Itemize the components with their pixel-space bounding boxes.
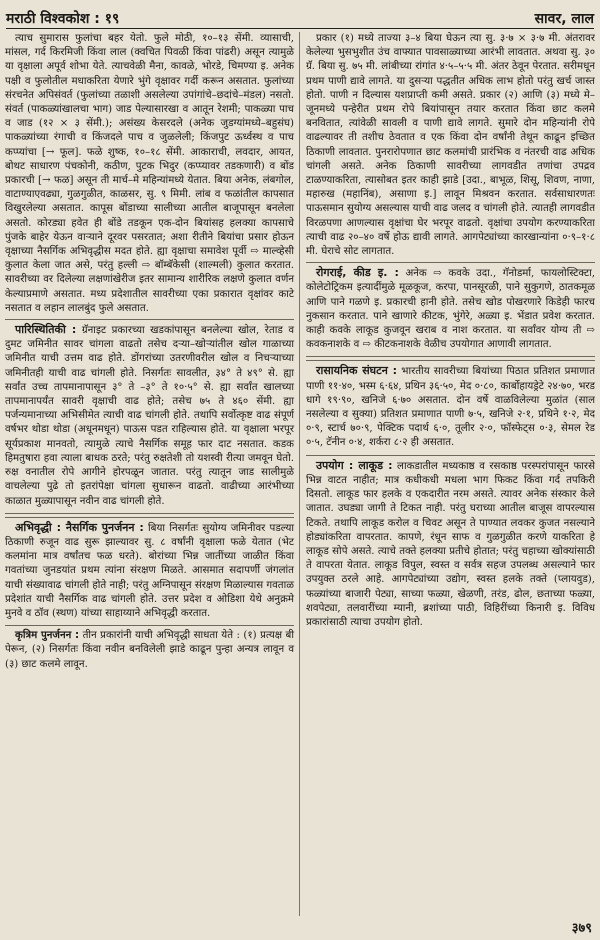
section-text-upyog: लाकडातील मध्यकाष्ठ व रसकाष्ठ परस्परांपासून फारसे भिन्न वाटत नाहीत; मात्र कधीकधी मधला भाग फिकट किंवा गर्द तपकिरी दिसतो. लाकूड फार हलके व एकदारीत नरम असते. त्यावर अनेक संस्कार केले जातात. उघड्या जागी ते टिकत नाही. परंतु घराच्या आतील बाजूस वापरल्यास टिकते. तथापि लाकूड करोल व चिवट असून ते पाण्यात लवकर कुजत नसल्याने होड्यांकरिता वापरतात. कापणे, रंधून साफ व गुळगुळीत करणे याकरिता हे लाकूड सोपे असते. त्याचे तक्ते हलक्या प्रतीचे होतात; परंतु चहाच्या खोक्यांसाठी ते वापरता येतात. लाकूड विपुल, स्वस्त व सर्वत्र सहज उपलब्ध असल्याने फार उपयुक्त ठरले आहे. आगपेट्यांच्या उद्योग, स्वस्त हलके तक्ते (प्लायवुड), फळ्यांच्या बाजारी पेट्या, साच्या फळ्या, खेळणी, तरंड, ढोल, छताच्या फळ्या, शवपेट्या, तलवारींच्या म्यानी, ब्रशांच्या पाठी, विहिरींच्या किनारी इ. विविध प्रकारांसाठी त्याचा उपयोग होतो. bbox=[306, 460, 595, 628]
section-rasayanik bbox=[306, 360, 595, 455]
section-title-paristhitiki: पारिस्थितिकी : bbox=[15, 323, 77, 337]
section-title-rasayanik: रासायनिक संघटन : bbox=[316, 364, 398, 378]
paragraph-methods: प्रकार (१) मध्ये ताज्या ३–४ बिया घेऊन त्या सु. ३·७ × ३·७ मी. अंतरावर केलेल्या भुसभुशीत उंच वाफ्यात पावसाळ्याच्या आरंभी लावतात. अथवा सु. ३० ग्रॅ. बिया सु. ७५ मी. लांबीच्या रांगांत ४·५–५·५ मी. अंतर ठेवून पेरतात. सरीमधून प्रथम पाणी द्यावे लागते. या दुसऱ्या पद्धतीत अधिक लाभ होतो परंतु खर्च जास्त होतो. पाणी न दिल्यास यशप्राप्ती कमी असते. प्रकार (२) आणि (३) मध्ये मे–जूनमध्ये पन्हेरीत प्रथम रोपे बियांपासून तयार करतात किंवा छाट कलमे बनवितात, त्यांवेळी सावली व पाणी द्यावे लागते. सुमारे दोन महिन्यांनी रोपे वाढल्यावर ती तशीच ठेवतात व एक किंवा दोन वर्षांनी तेथून काढून इच्छित ठिकाणी लावतात. पुनरारोपणात छाट कलमांची प्रारंभिक व नंतरची वाढ अधिक चांगली असते. अनेक ठिकाणी सावरीच्या लागवडीत तणांचा उपद्रव टाळण्याकरिता, त्यासोबत इतर काही झाडे [उदा., बाभूळ, शिसू, शिवण, नाणा, महारुख (महानिंब), असाणा इ.] लावून मिश्रवन करतात. सर्वसाधारणतः पाऊसमान सुयोग्य असल्यास याची वाढ जलद व चांगली होते. त्यातही लागवडीत विरळपणा आणल्यास वृक्षांचा घेर भरपूर वाढतो. वृक्षांचा उपयोग करण्याकरिता त्याची वाढ २०–४० वर्षे होऊ द्यावी लागते. आगपेट्यांच्या कारखान्यांना ०·९–१·८ मी. घेराचे सोट लागतात. bbox=[306, 33, 595, 258]
page-number: ३७९ bbox=[571, 921, 592, 936]
section-text-rasayanik: भारतीय सावरीच्या बियांच्या पिठात प्रतिशत प्रमाणात पाणी ११·४०, भस्म ६·६४, प्रथिन ३६·५०, मेद ०·८०, कार्बोहायड्रेटे २४·७०, भरड धागे १९·९०, खनिजे ६·७० असतात. दोन वर्षे वाळविलेल्या मुळांत (साल नसलेल्या व सुक्या) प्रतिशत प्रमाणात पाणी ७·५, खनिजे २·१, प्रथिने १·२, मेद ०·९, स्टार्च ७०·९, पेक्टिक पदार्थ ६·०, तूलीर २·०, फॉस्फेट्स ०·३, सेमल रेड ०·५, टॅनीन ०·४, शर्करा ८·२ ही असतात. bbox=[306, 366, 595, 449]
right-column bbox=[300, 32, 595, 916]
header-entry-title: सावर, लाल bbox=[534, 11, 594, 27]
section-title-rog: रोगराई, कीड इ. : bbox=[316, 266, 399, 280]
section-abhivruddhi bbox=[5, 517, 294, 626]
page-header bbox=[6, 6, 594, 29]
paragraph-upyog bbox=[306, 459, 595, 630]
section-rog bbox=[306, 262, 595, 357]
section-text-paristhitiki: ग्रॅनाइट प्रकारच्या खडकांपासून बनलेल्या खोल, रेताड व दुमट जमिनीत सावर चांगला वाढतो तसेच दऱ्या–खोऱ्यांतील खोल गाळाच्या जमिनीत याची उत्तम वाढ होते. डोंगरांच्या उतरणीवरील खोल व निचऱ्याच्या जमिनीतही याची वाढ चांगली होते. निसर्गतः सावलीत, ३४° ते ४९° से. ह्या सर्वांत उच्च तापमानापासून ३° ते –३° ते १०·५° से. ह्या सर्वांत खालच्या तापमानापर्यंत सावरी वृक्षाची वाढ होते; तसेच ७५ ते ४६० सेंमी. ह्या पर्जन्यमानाच्या अभिसीमेत त्याची वाढ चांगली होते. तथापि सर्वोत्कृष्ट वाढ संपूर्ण वर्षभर थोडा थोडा (अधूनमधून) पाऊस पडत राहिल्यास होते. या वृक्षाला भरपूर सूर्यप्रकाश मानवतो, त्यामुळे त्याचे नैसर्गिक समूह फार दाट नसतात. कडक हिमतुषारा हवा त्याला बाधक ठरते; परंतु रुक्षतेशी तो यशस्वी रीत्या जमवून घेतो. रुक्ष वनातील रोपे आगीने होरपळून जातात. परंतु त्यातून जाड सालीमुळे वाचलेल्या पुढे तो इतरांपेक्षा चांगला सुधारून वाढतो. वाढीच्या आरंभीच्या काळात मुळ्यापासून नवीन वाढ चांगली होते. bbox=[5, 325, 295, 507]
section-title-abhivruddhi: अभिवृद्धी : नैसर्गिक पुनर्जनन : bbox=[15, 520, 144, 534]
section-title-upyog: उपयोग : लाकूड : bbox=[316, 458, 393, 472]
section-text-rog: अनेक ⇨ कवके उदा., गॅनोडर्मा, फायलोस्टिक्टा, कोलेटोट्रिकम इत्यादींमुळे मूळकूज, करपा, पानसूरळी, पाने सुकुगणे, ठातकमूळ आणि पाने गळणे इ. प्रकारची हानी होते. तसेच खोड पोखरणारे किडेही फारच नुकसान करतात. पाने खाणारे कीटक, भुंगेरे, अळ्या इ. भेंडात प्रवेश करतात. काही कवके लाकूड कुजवून खराब व नाश करतात. या सर्वांवर योग्य ती ⇨ कवकनाशके व ⇨ कीटकनाशके वेळीच उपयोगात आणावी लागतात. bbox=[306, 268, 595, 351]
section-text-abhivruddhi: बिया निसर्गतः सुयोग्य जमिनीवर पडल्या ठिकाणी रुजून वाढ सुरू झाल्यावर सु. ८ वर्षांनी वृक्षाला फळे येतात (भेट कलमांना मात्र वर्षांतच फळ धरते). बोरांच्या भिन्न जातींच्या जाळीत किंवा गवतांच्या जुनडयांत प्रथम त्यांना संरक्षण मिळते. आसमात सदापर्णी जंगलांत याची संख्यावाढ चांगली होते नाही; परंतु अग्निपासून संरक्षण मिळाल्यास गवताळ प्रदेशांत याची नैसर्गिक वाढ चांगली होते. उत्तर प्रदेश व ओडिशा येथे अनुक्रमे मुनवे व ठॉव (स्थण) यांच्या साहाय्याने अभिवृद्धी करतात. bbox=[5, 522, 294, 619]
paragraph-krutrim bbox=[5, 629, 294, 672]
section-paristhitiki bbox=[5, 319, 294, 514]
paragraph-flowers-fruits: त्याच सुमारास फुलांचा बहर येतो. फुले मोठी, १०–१३ सेंमी. व्यासाची, मांसल, गर्द किरमिजी किंवा लाल (क्वचित पिवळी किंवा पांढरी) असून त्यामुळे या वृक्षाला अपूर्व शोभा येते. त्याचवेळी मैना, कावळे, भोरडे, चिमण्या इ. अनेक पक्षी व फुलोतील मधाकरिता येणारे भुंगे वृक्षावर गर्दी करून असतात. फुलांच्या संरचनेत अपिसंवर्त (फुलांच्या तळाशी असलेल्या उपांगांचे–छदांचे–मंडल) नसतो. संवर्त (पाकळ्यांखालचा भाग) जाड पेल्यासारखा व आतून रेशमी; पाकळ्या पाच व जाड (१२ × ३ सेंमी.); असंख्य केसरदले (अनेक जुडग्यांमध्ये–बहुसंघ) पाकळ्यांच्या रंगाची व किंजदले पाच व जुळलेली; किंजपुट ऊर्ध्वस्थ व पाच कप्प्यांचा [→ फूल]. फळे शुष्क, १०–१८ सेंमी. आकाराची, लवदार, आयत, बोथट साधारण पंचकोनी, कठीण, पुटक भिदुर (कप्प्यावर तडकणारी) व बोंड प्रकारची [→ फळ] असून ती मार्च–मे महिन्यांमध्ये येतात. बिया अनेक, लंबगोल, वाटाण्याएवढ्या, गुळगुळीत, काळसर, सु. ९ मिमी. लांब व फळांतील कापसात विखुरलेल्या असतात. कापूस बोंडाच्या सालीच्या आतील बाजूपासून बनलेला असतो. कोरड्या हवेत ही बोंडे तडकून एक-दोन बियांसह हलक्या कापसाचे पुंजके बाहेर येऊन वाऱ्याने दूरवर पसरतात; अशा रीतीने बियांचा प्रसार होऊन वृक्षाच्या नैसर्गिक अभिवृद्धीस मदत होते. ह्या वृक्षाचा समावेश पूर्वी ⇨ माल्व्हेसी कुलात केला जात असे, परंतु हल्ली ⇨ बॉम्बॅकेसी (शाल्मली) कुलात करतात. सावरीच्या वर दिलेल्या लक्षणांखेरीज इतर सामान्य शारीरिक लक्षणे कुलात वर्णन केल्याप्रमाणे असतात. मध्य प्रदेशातील सावरीच्या एका प्रकारात वृक्षांवर काटे नसतात व लहान लालबुंद फुले असतात. bbox=[5, 33, 294, 314]
text-columns bbox=[5, 32, 595, 916]
left-column bbox=[5, 32, 300, 916]
text-krutrim: तीन प्रकारांनी याची अभिवृद्धी साधता येते : (१) प्रत्यक्ष बी पेरून, (२) निसर्गतः किंवा नवीन बनविलेली झाडे काढून पुन्हा अन्यत्र लावून व (३) छाट कलमे लावून. bbox=[5, 630, 294, 670]
header-encyclopedia-volume: मराठी विश्वकोश : १९ bbox=[6, 11, 120, 27]
subhead-krutrim: कृत्रिम पुनर्जनन : bbox=[15, 630, 80, 642]
